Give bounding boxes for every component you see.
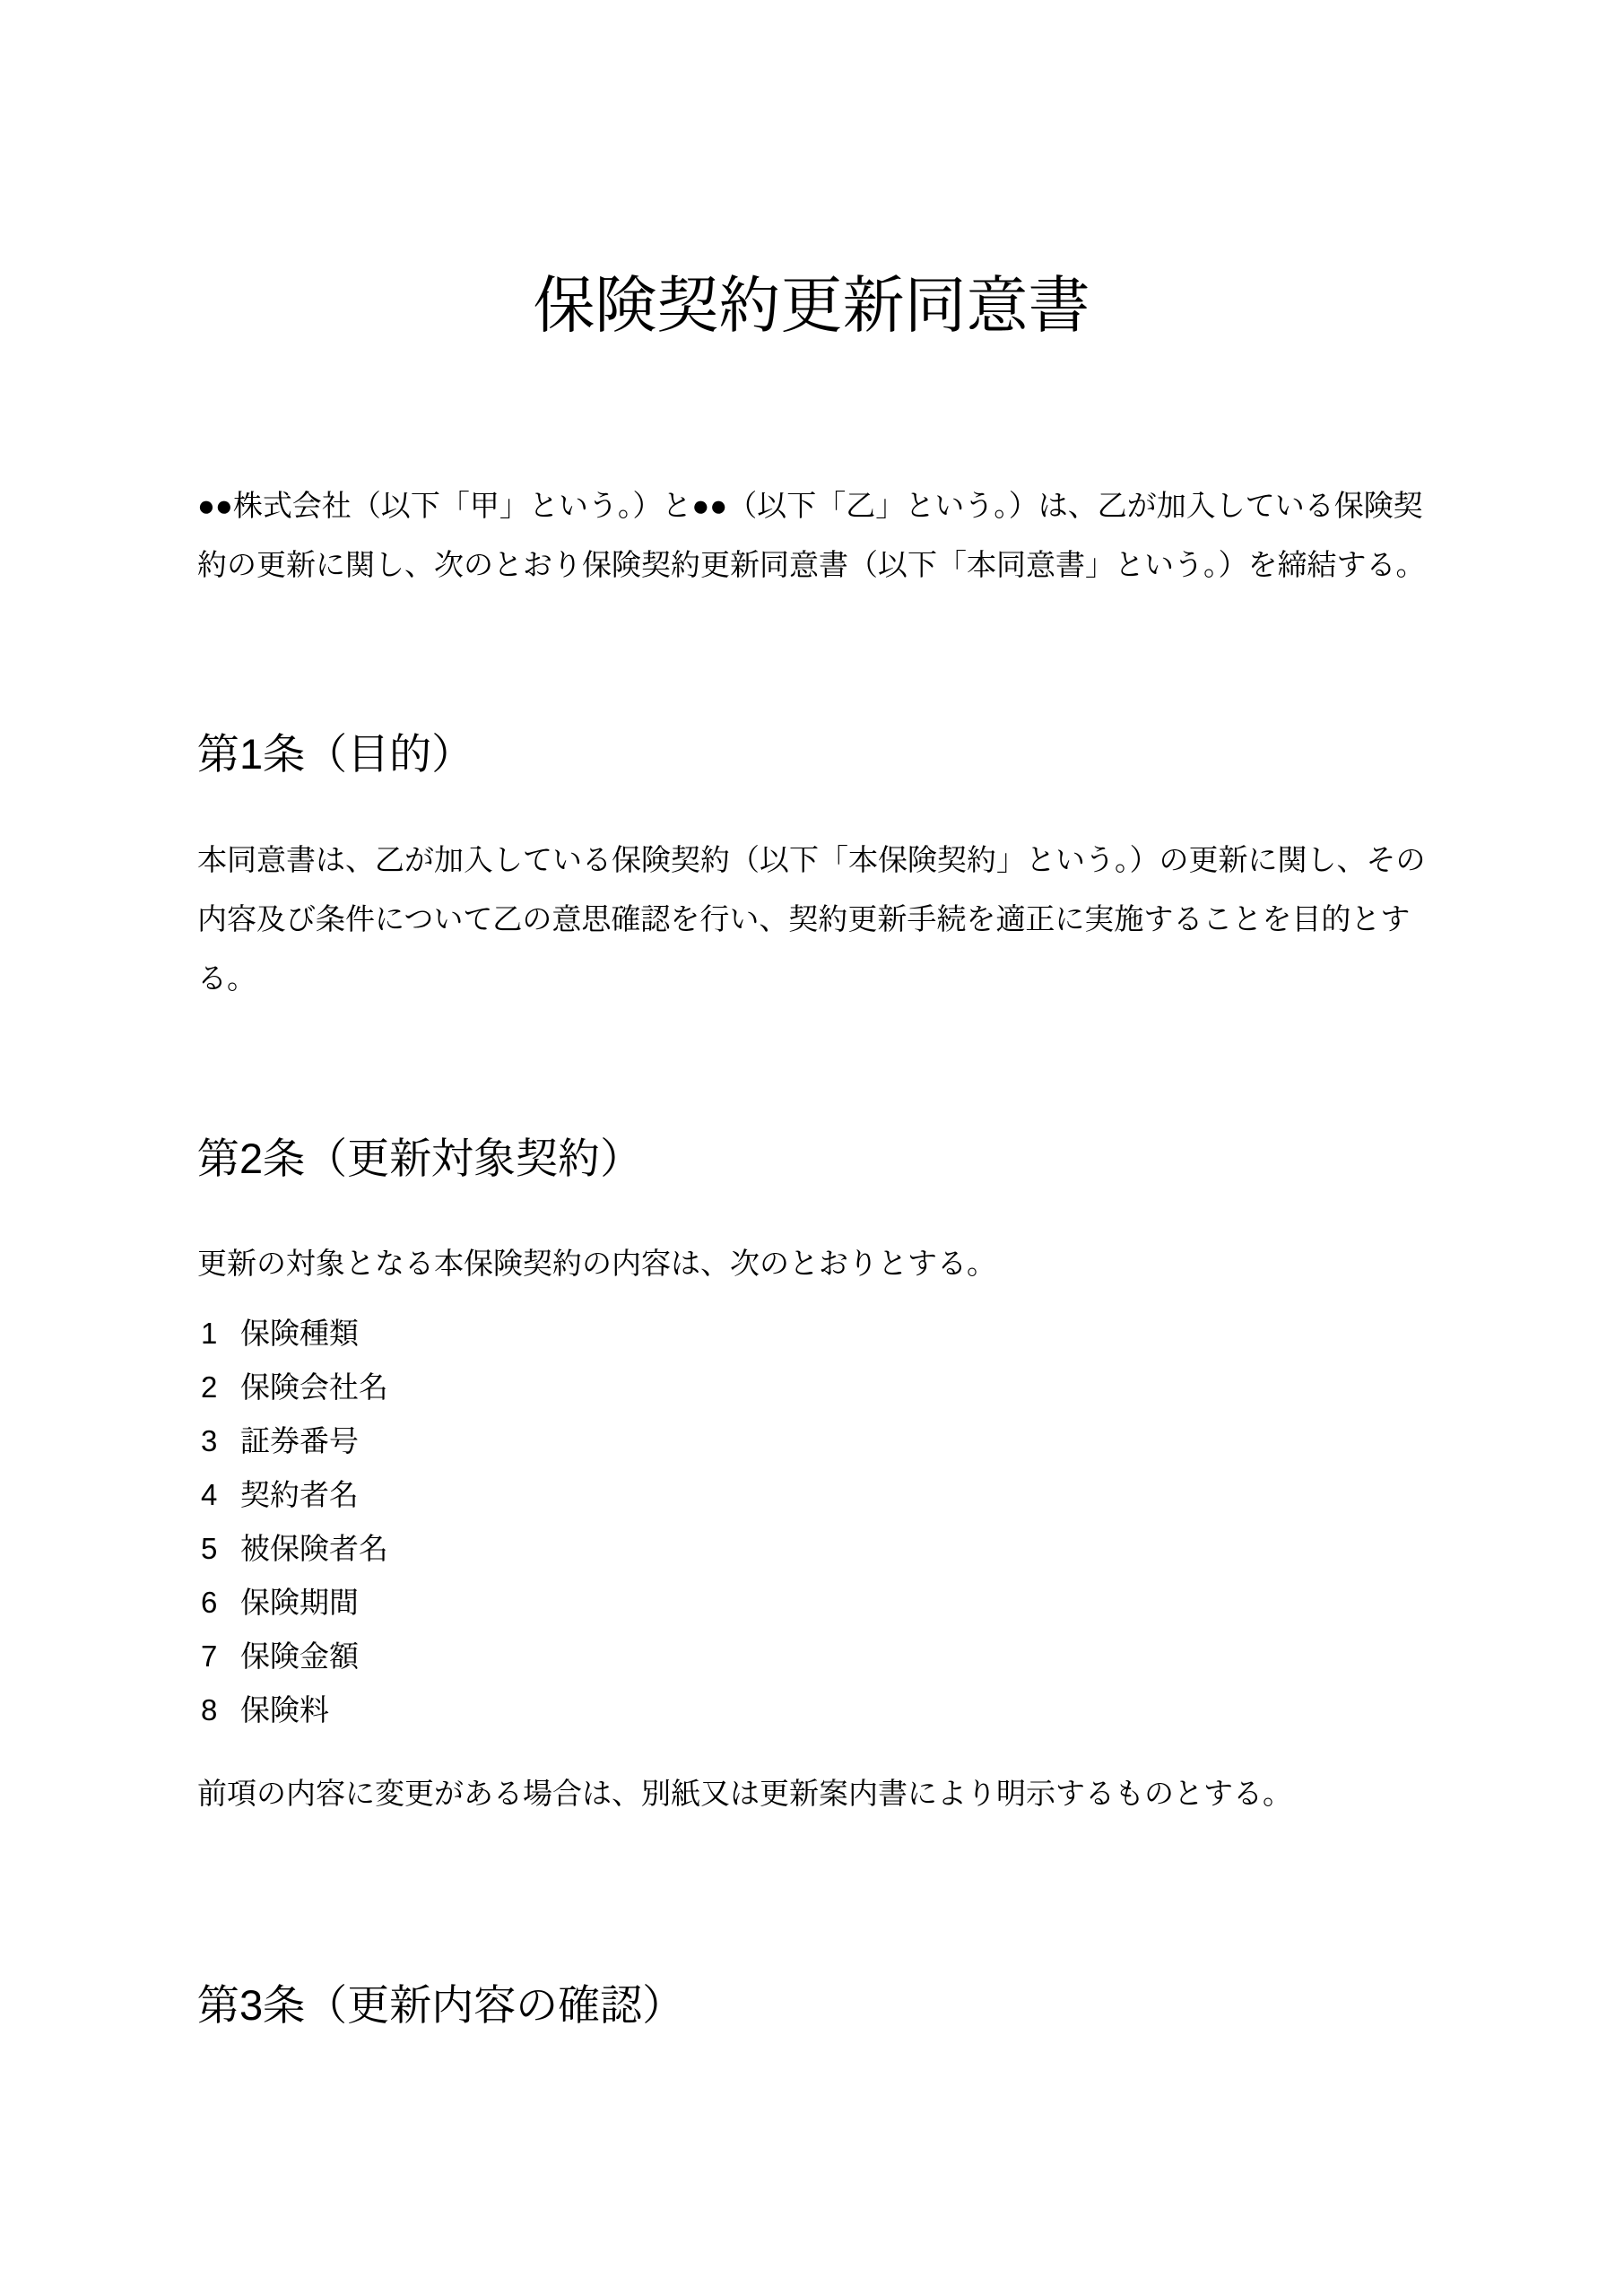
- list-item-label: 保険会社名: [240, 1370, 388, 1405]
- list-item-label: 被保険者名: [240, 1532, 388, 1566]
- list-item-number: 7: [201, 1639, 218, 1674]
- article-1-paragraph: 本同意書は、乙が加入している保険契約（以下「本保険契約」という。）の更新に関し、その内容及び条件について乙の意思確認を行い、契約更新手続を適正に実施することを目的とする。: [197, 842, 1426, 995]
- list-item: [197, 1468, 1426, 1522]
- list-item-label: 証券番号: [240, 1424, 359, 1458]
- document-title: 保険契約更新同意書: [533, 271, 1090, 340]
- article-2-paragraph: 更新の対象となる本保険契約の内容は、次のとおりとする。: [197, 1247, 996, 1281]
- intro-paragraph: ●●株式会社（以下「甲」という。）と●●（以下「乙」という。）は、乙が加入している保険契約の更新に関し、次のとおり保険契約更新同意書（以下「本同意書」という。）を締結する。: [197, 488, 1426, 581]
- list-item-number: 2: [201, 1370, 218, 1405]
- list-item: [197, 1576, 1426, 1630]
- list-item: [197, 1630, 1426, 1683]
- list-item: [197, 1307, 1426, 1361]
- list-item-label: 保険期間: [240, 1586, 359, 1620]
- contract-items-list: [197, 1307, 1426, 1737]
- article-2-note-paragraph: 前項の内容に変更がある場合は、別紙又は更新案内書により明示するものとする。: [197, 1777, 1292, 1811]
- list-item-label: 契約者名: [240, 1478, 359, 1512]
- list-item-number: 4: [201, 1478, 218, 1512]
- list-item-label: 保険金額: [240, 1639, 359, 1674]
- list-item-number: 8: [201, 1693, 218, 1727]
- list-item-number: 1: [201, 1317, 218, 1351]
- list-item: [197, 1683, 1426, 1737]
- list-item: [197, 1361, 1426, 1414]
- list-item: [197, 1414, 1426, 1468]
- list-item: [197, 1522, 1426, 1576]
- list-item-number: 5: [201, 1532, 218, 1566]
- article-3-heading: 第3条（更新内容の確認）: [197, 1981, 685, 2030]
- article-2-heading: 第2条（更新対象契約）: [197, 1134, 643, 1182]
- list-item-number: 6: [201, 1586, 218, 1620]
- list-item-label: 保険料: [240, 1693, 329, 1727]
- list-item-number: 3: [201, 1424, 218, 1458]
- list-item-label: 保険種類: [240, 1317, 359, 1351]
- article-1-heading: 第1条（目的）: [197, 729, 474, 778]
